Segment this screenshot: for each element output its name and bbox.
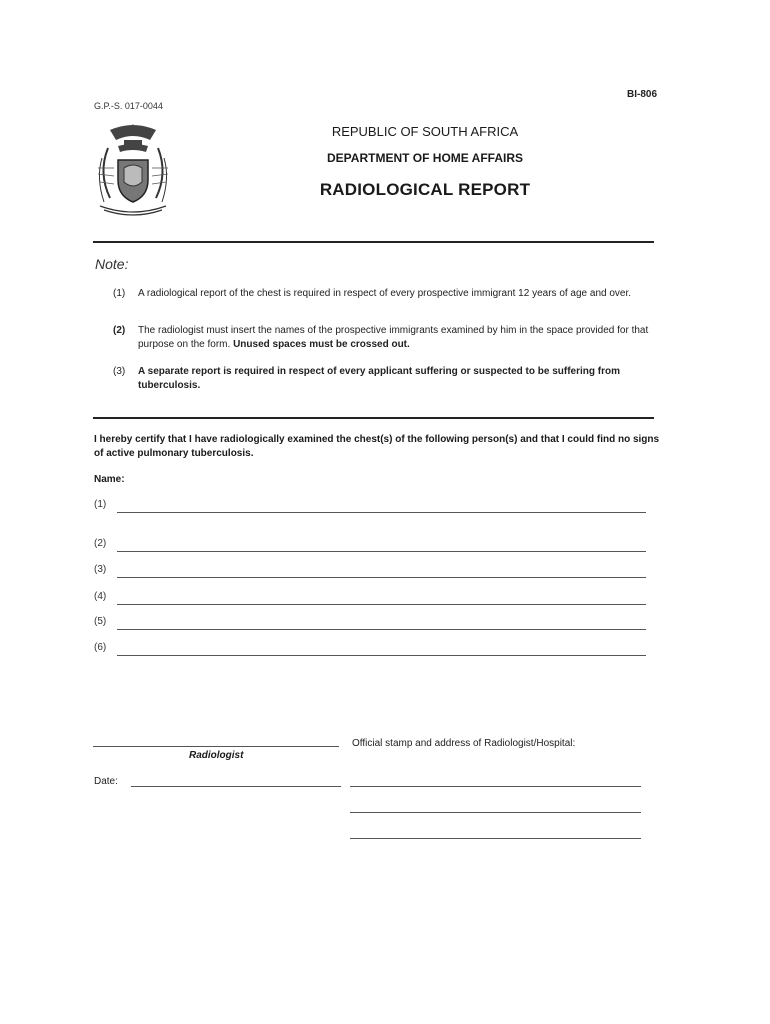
date-field[interactable] [131,786,341,787]
stamp-label: Official stamp and address of Radiologist/Hospital: [352,738,576,749]
gp-code: G.P.-S. 017-0044 [94,101,163,111]
department-heading: DEPARTMENT OF HOME AFFAIRS [327,151,523,165]
divider [93,241,654,243]
note-text: A radiological report of the chest is required in respect of every prospective immigrant 12 years of age and over. [138,288,632,299]
name-row-number: (5) [94,616,107,627]
name-row-number: (3) [94,564,107,575]
note-number: (3) [113,366,126,377]
note-item [113,287,658,301]
note-number: (1) [113,288,126,299]
name-row-number: (6) [94,642,107,653]
note-text: The radiologist must insert the names of the prospective immigrants examined by him in the space provided for that purpose on the form. Unused spaces must be crossed out. [138,325,649,350]
date-label: Date: [94,776,118,787]
coat-of-arms-icon [88,118,178,220]
note-item [113,324,658,352]
name-row-number: (2) [94,538,107,549]
name-field[interactable] [94,591,646,605]
radiologist-signature-line[interactable] [93,746,339,747]
form-code: BI-806 [626,89,657,100]
name-field[interactable] [94,538,646,552]
note-item [113,365,658,393]
name-row-number: (4) [94,591,107,602]
certification-statement: I hereby certify that I have radiologically examined the chest(s) of the following person(s) and that I could find no signs of active pulmonary tuberculosis. [94,434,660,459]
name-field[interactable] [94,616,646,630]
name-label: Name: [94,474,125,485]
republic-heading: REPUBLIC OF SOUTH AFRICA [331,124,519,139]
stamp-address-line[interactable] [350,786,641,787]
name-field[interactable] [94,642,646,656]
stamp-address-line[interactable] [350,812,641,813]
divider [93,417,654,419]
name-row-number: (1) [94,499,107,510]
page-title: RADIOLOGICAL REPORT [319,180,531,199]
name-field[interactable] [94,564,646,578]
note-text: A separate report is required in respect of every applicant suffering or suspected to be suffering from tuberculosis. [138,366,620,391]
stamp-address-line[interactable] [350,838,641,839]
note-label: Note: [95,256,129,272]
name-field[interactable] [94,499,646,513]
note-number: (2) [113,325,126,336]
radiologist-label: Radiologist [189,750,244,761]
